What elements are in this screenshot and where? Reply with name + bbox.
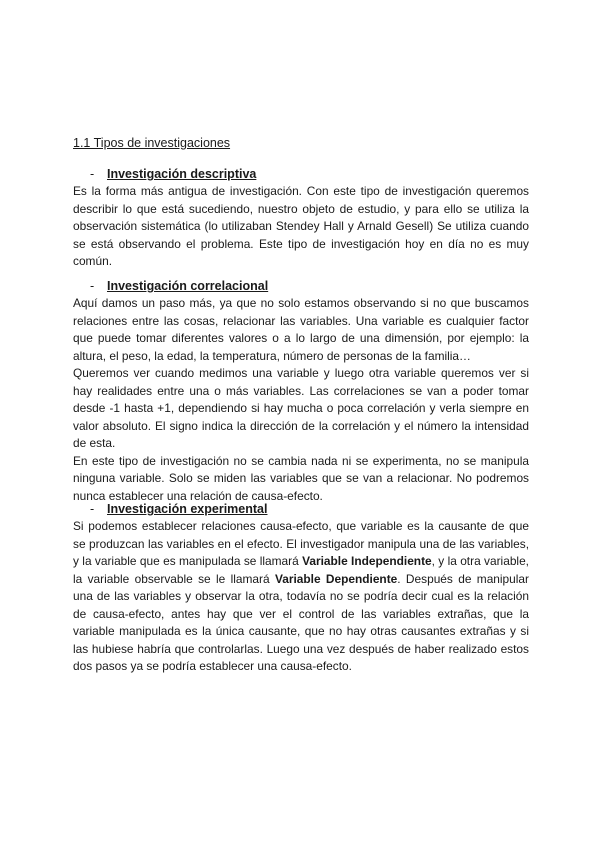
heading-descriptiva-title: Investigación descriptiva: [107, 167, 257, 181]
paragraph-descriptiva: Es la forma más antigua de investigación. Con este tipo de investigación queremos describir lo que está sucediendo, nuestro objeto de estudio, y para ello se utiliza la observación sistemática (lo utilizaban Stendey Hall y Arnald Gesell) Se utiliza cuando se está observando el problema. Este tipo de investigación hoy en día no es muy común.: [73, 184, 529, 268]
bullet-dash: -: [90, 167, 95, 181]
paragraph-experimental: [73, 518, 529, 676]
text-run: , y la otra variable, la variable observable se le llamará: [73, 554, 529, 586]
heading-experimental-title: Investigación experimental: [107, 502, 268, 516]
paragraph-correlacional-2: Queremos ver cuando medimos una variable y luego otra variable queremos ver si hay realidades entre una o más variables. Las correlaciones se van a poder tomar desde -1 hasta +1, dependiendo si hay mucha o poca correlación y verla siempre en valor absoluto. El signo indica la dirección de la correlación y el número la intensidad de esta.: [73, 366, 529, 450]
section-title: 1.1 Tipos de investigaciones: [73, 136, 231, 150]
paragraph-correlacional-3: En este tipo de investigación no se cambia nada ni se experimenta, no se manipula ninguna variable. Solo se miden las variables que se van a relacionar. No podremos nunca establecer una relación de causa-efecto.: [73, 453, 529, 503]
heading-descriptiva: [73, 167, 529, 181]
text-run: Si podemos establecer relaciones causa-efecto, que variable es la causante de que se produzcan las variables en el efecto. El investigador manipula una de las variables, y la variable que es manipulada se llamará: [73, 519, 529, 568]
section-descriptiva: [73, 167, 529, 271]
heading-correlacional-title: Investigación correlacional: [107, 279, 269, 293]
paragraph-correlacional-1: Aquí damos un paso más, ya que no solo estamos observando si no que buscamos relaciones entre las cosas, relacionar las variables. Una variable es cualquier factor que puede tomar diferentes valores o a lo largo de una dimensión, por ejemplo: la altura, el peso, la edad, la temperatura, número de personas de la familia…: [73, 296, 529, 363]
section-experimental: [73, 502, 529, 676]
section-correlacional: [73, 279, 529, 505]
text-run: . Después de manipular una de las variables y observar la otra, todavía no se podría decir cual es la relación de causa-efecto, antes hay que ver el control de las variables extrañas, que la variable manipulada es la única causante, que no hay otras causantes extrañas y si las hubiese habría que controlarlas. Luego una vez después de haber realizado estos dos pasos ya se podría establecer una causa-efecto.: [73, 571, 529, 673]
bullet-dash: -: [90, 502, 95, 516]
term-variable-independiente: Variable Independiente: [302, 554, 432, 568]
heading-correlacional: [73, 279, 529, 293]
bullet-dash: -: [90, 279, 95, 293]
heading-experimental: [73, 502, 529, 516]
term-variable-dependiente: Variable Dependiente: [274, 571, 398, 586]
